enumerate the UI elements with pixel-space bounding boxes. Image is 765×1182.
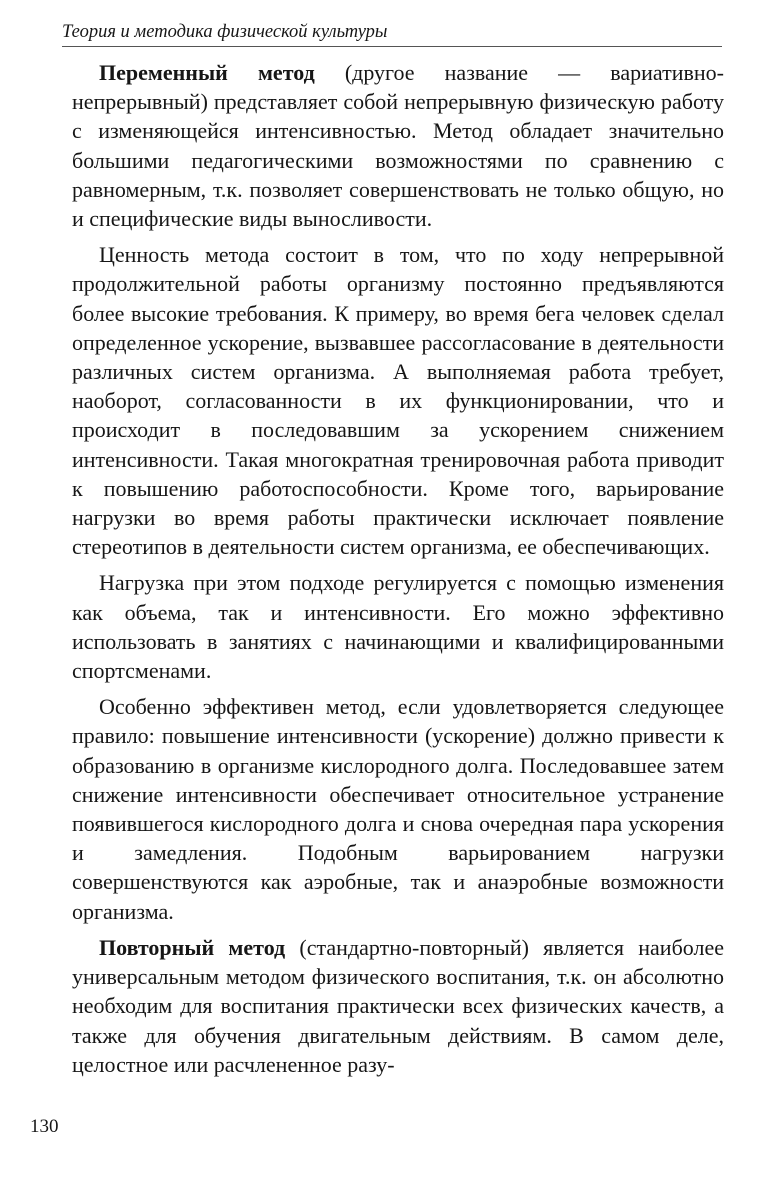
paragraph-effectiveness-rule (72, 692, 724, 926)
paragraph-method-value (72, 240, 724, 561)
term-variable-method: Переменный метод (99, 60, 315, 85)
paragraph-text: Особенно эффективен метод, если удовлетворяется следующее правило: повышение интенсивности (ускорение) должно привести к образованию в организме кислородного долга. Последовавшее затем снижение интенсивности обеспечивает относительное устранение появившегося кислородного долга и снова очередная пара ускорения и замедления. Подобным варьированием нагрузки совершенствуются как аэробные, так и анаэробные возможности организма. (72, 694, 724, 924)
paragraph-repeated-method (72, 933, 724, 1079)
paragraph-text: (стандартно-повторный) является наиболее универсальным методом физического воспитания, т.к. он абсолютно необходим для воспитания практически всех физических качеств, а также для обучения двигательным действиям. В самом деле, целостное или расчлененное разу- (72, 934, 724, 1077)
page-body (72, 58, 724, 1086)
paragraph-text: (другое название — вариативно-непрерывный) представляет собой непрерывную физическую работу с изменяющейся интенсивностью. Метод обладает значительно большими педагогическими возможностями по сравнению с равномерным, т.к. позволяет совершенствовать не только общую, но и специфические виды выносливости. (72, 60, 724, 232)
paragraph-load-regulation (72, 568, 724, 685)
page-number: 130 (30, 1116, 59, 1137)
paragraph-variable-method (72, 58, 724, 233)
paragraph-text: Нагрузка при этом подходе регулируется с помощью изменения как объема, так и интенсивности. Его можно эффективно использовать в занятиях с начинающими и квалифицированными спортсменами. (72, 570, 724, 684)
running-head-title: Теория и методика физической культуры (62, 20, 722, 47)
paragraph-text: Ценность метода состоит в том, что по ходу непрерывной продолжительной работы организму постоянно предъявляются более высокие требования. К примеру, во время бега человек сделал определенное ускорение, вызвавшее рассогласование в деятельности различных систем организма. А выполняемая работа требует, наоборот, согласованности в их функционировании, что и происходит в последовавшим за ускорением снижением интенсивности. Такая многократная тренировочная работа приводит к повышению работоспособности. Кроме того, варьирование нагрузки во время работы практически исключает появление стереотипов в деятельности систем организма, ее обеспечивающих. (72, 242, 724, 560)
term-repeated-method: Повторный метод (99, 934, 286, 960)
